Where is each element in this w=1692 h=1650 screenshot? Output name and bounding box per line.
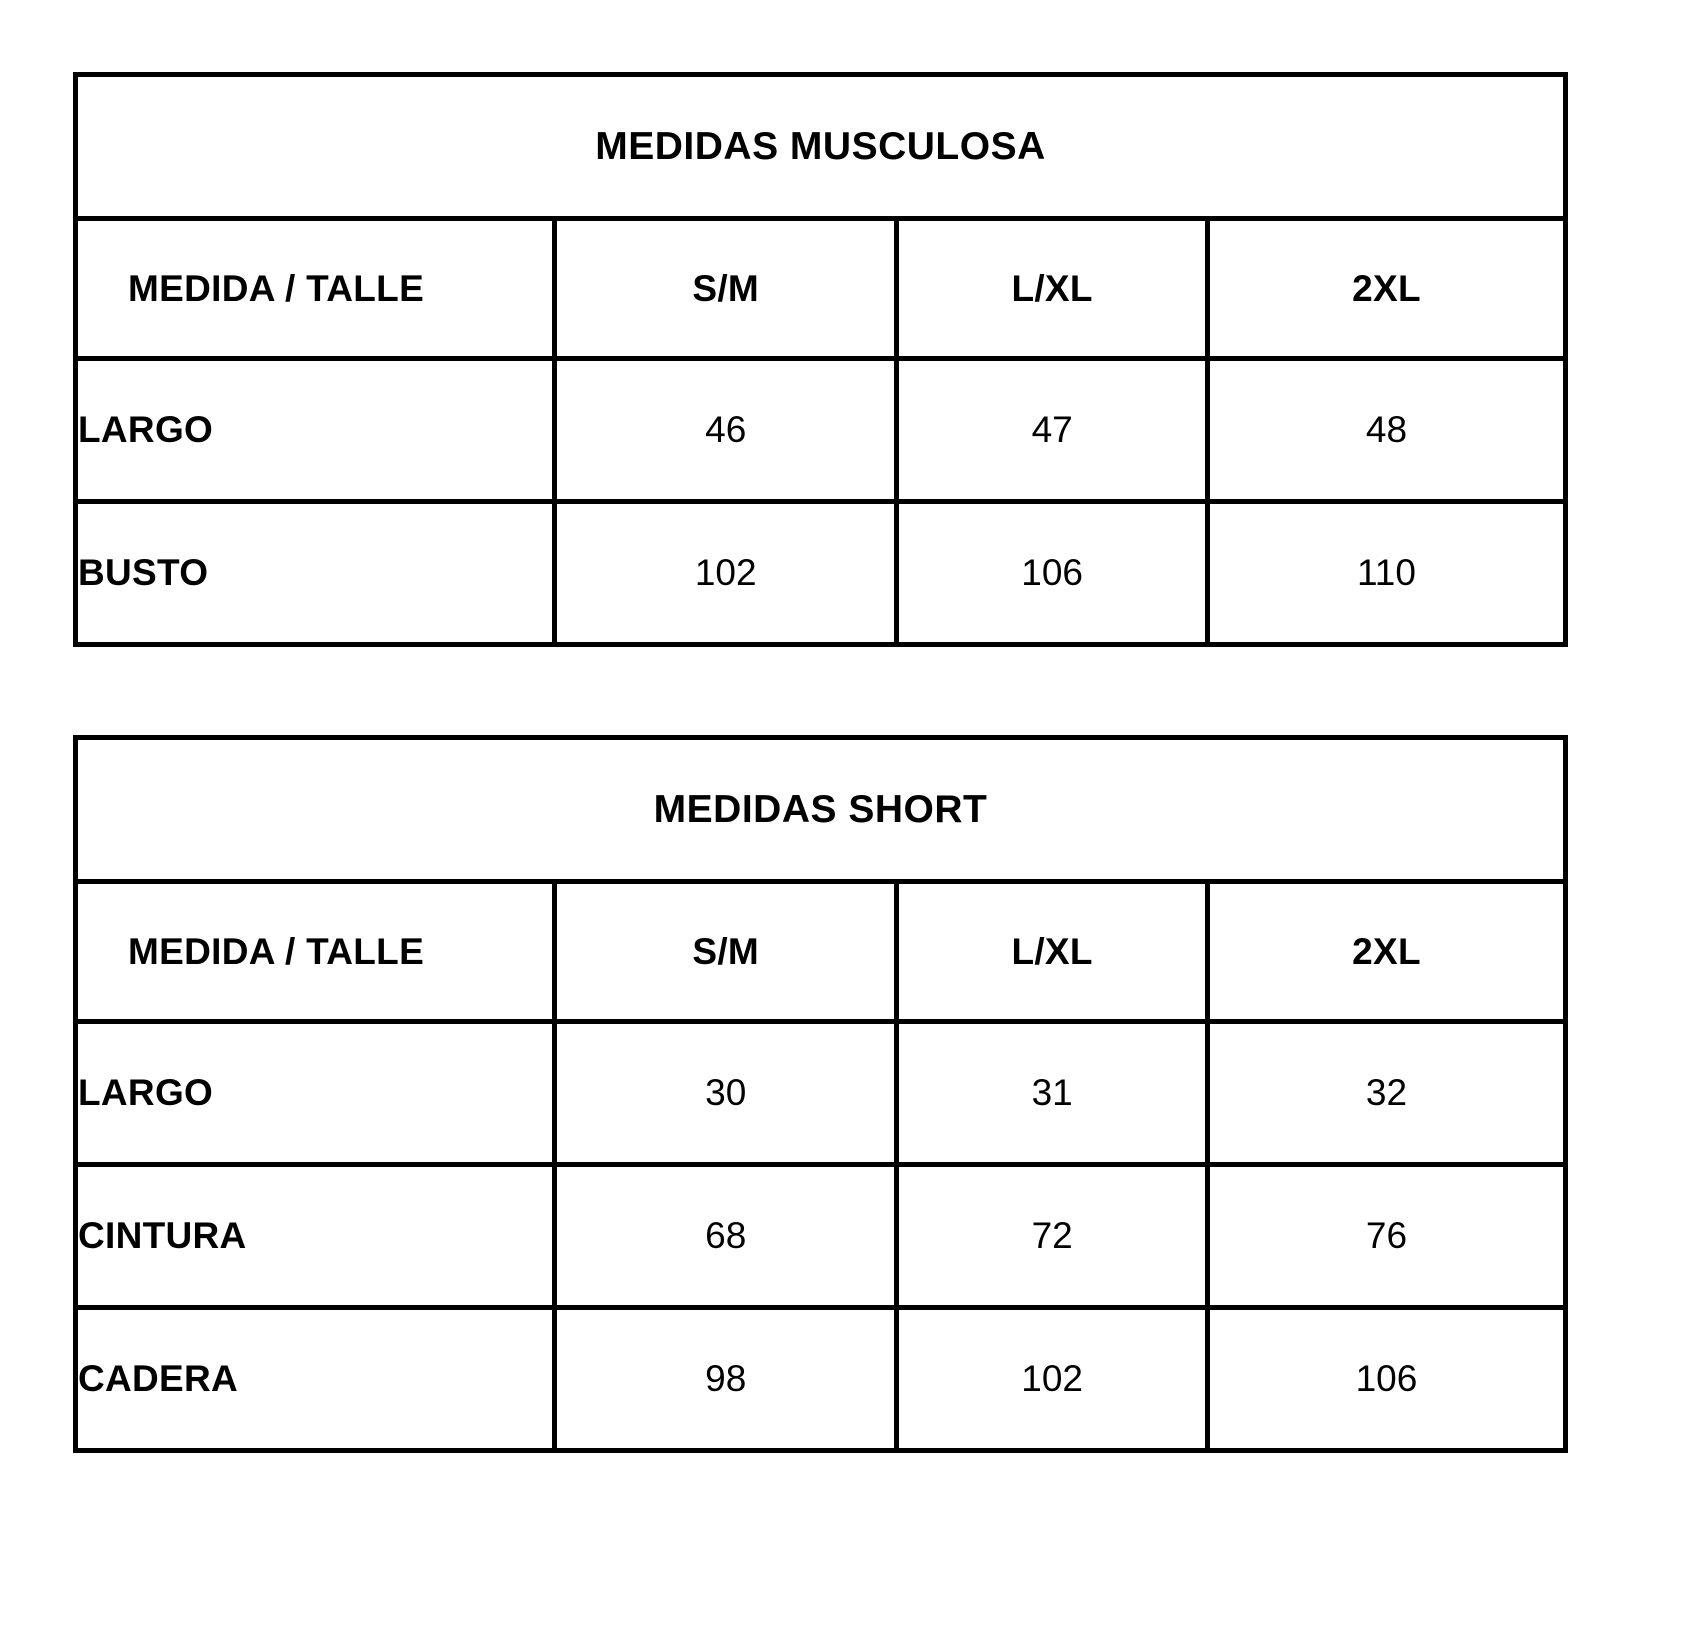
column-header-measure: MEDIDA / TALLE	[76, 219, 555, 359]
table-title: MEDIDAS MUSCULOSA	[76, 75, 1566, 219]
table-row	[76, 1308, 1566, 1451]
table-row	[76, 359, 1566, 502]
table-title-row	[76, 738, 1566, 882]
row-label-busto: BUSTO	[76, 502, 555, 645]
cell-busto-2xl: 110	[1207, 502, 1565, 645]
row-label-largo: LARGO	[76, 1022, 555, 1165]
cell-cintura-2xl: 76	[1207, 1165, 1565, 1308]
column-header-sm: S/M	[555, 882, 897, 1022]
cell-cintura-lxl: 72	[897, 1165, 1208, 1308]
row-label-cintura: CINTURA	[76, 1165, 555, 1308]
size-table-musculosa	[73, 72, 1568, 647]
cell-largo-2xl: 32	[1207, 1022, 1565, 1165]
row-label-cadera: CADERA	[76, 1308, 555, 1451]
column-header-2xl: 2XL	[1207, 882, 1565, 1022]
column-header-2xl: 2XL	[1207, 219, 1565, 359]
size-table-short	[73, 735, 1568, 1453]
cell-largo-lxl: 31	[897, 1022, 1208, 1165]
cell-busto-sm: 102	[555, 502, 897, 645]
cell-cadera-sm: 98	[555, 1308, 897, 1451]
cell-largo-lxl: 47	[897, 359, 1208, 502]
column-header-measure: MEDIDA / TALLE	[76, 882, 555, 1022]
cell-largo-sm: 30	[555, 1022, 897, 1165]
table-row	[76, 1165, 1566, 1308]
cell-cadera-2xl: 106	[1207, 1308, 1565, 1451]
table-header-row	[76, 882, 1566, 1022]
table-title: MEDIDAS SHORT	[76, 738, 1566, 882]
cell-largo-sm: 46	[555, 359, 897, 502]
cell-cadera-lxl: 102	[897, 1308, 1208, 1451]
cell-largo-2xl: 48	[1207, 359, 1565, 502]
column-header-lxl: L/XL	[897, 219, 1208, 359]
column-header-lxl: L/XL	[897, 882, 1208, 1022]
table-title-row	[76, 75, 1566, 219]
table-row	[76, 502, 1566, 645]
table-row	[76, 1022, 1566, 1165]
table-header-row	[76, 219, 1566, 359]
cell-busto-lxl: 106	[897, 502, 1208, 645]
column-header-sm: S/M	[555, 219, 897, 359]
cell-cintura-sm: 68	[555, 1165, 897, 1308]
row-label-largo: LARGO	[76, 359, 555, 502]
